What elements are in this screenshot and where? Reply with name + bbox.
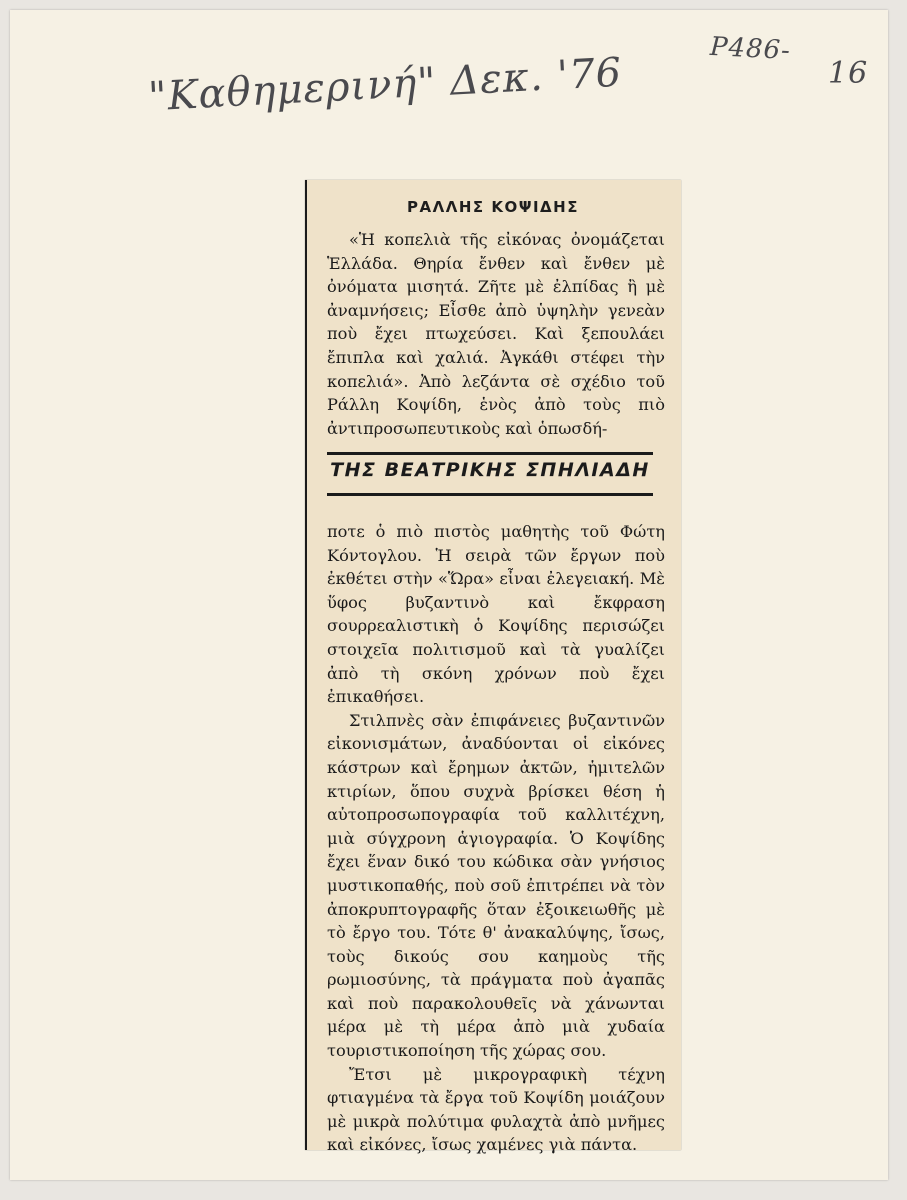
handwritten-reference-code: Ρ486- xyxy=(709,31,792,67)
article-paragraph: Ἔτσι μὲ μικρογραφικὴ τέχνη φτιαγμένα τὰ ἔργα τοῦ Κοψίδη μοιάζουν μὲ μικρὰ πολύτιμα φυλαχτὰ ἀπὸ μνῆμες καὶ εἰκόνες, ἴσως χαμένες γιὰ πάντα. xyxy=(327,1064,665,1155)
article-paragraph: «Ἡ κοπελιὰ τῆς εἰκόνας ὀνομάζεται Ἑλλάδα. Θηρία ἔνθεν καὶ ἔνθεν μὲ ὀνόματα μισητά. Ζῆτε μὲ ἐλπίδας ἢ μὲ ἀναμνήσεις; Εἶσθε ἀπὸ ὑψηλὴν γενεὰν ποὺ ἔχει πτωχεύσει. Καὶ ξεπουλάει ἔπιπλα καὶ χαλιά. Ἀγκάθι στέφει τὴν κοπελιά». Ἀπὸ λεζάντα σὲ σχέδιο τοῦ Ράλλη Κοψίδη, ἑνὸς ἀπὸ τοὺς πιὸ ἀντιπροσωπευτικοὺς καὶ ὁπωσδή- xyxy=(327,230,665,438)
author-headline: ΤΗΣ ΒΕΑΤΡΙΚΗΣ ΣΠΗΛΙΑΔΗ xyxy=(330,459,650,481)
article-paragraph: Στιλπνὲς σὰν ἐπιφάνειες βυζαντινῶν εἰκονισμάτων, ἀναδύονται οἱ εἰκόνες κάστρων καὶ ἔρημων ἀκτῶν, ἡμιτελῶν κτιρίων, ὅπου συχνὰ βρίσκει θέση ἡ αὐτοπροσωπογραφία τοῦ καλλιτέχνη, μιὰ σύγχρονη ἁγιογραφία. Ὁ Κοψίδης ἔχει ἕναν δικό του κώδικα σὰν γνήσιος μυστικοπαθής, ποὺ σοῦ ἐπιτρέπει νὰ τὸν ἀποκρυπτογραφῆς ὅταν ἐξοικειωθῆς μὲ τὸ ἔργο του. Τότε θ' ἀνακαλύψης, ἴσως, τοὺς δικούς σου καημοὺς τῆς ρωμιοσύνης, τὰ πράγματα ποὺ ἀγαπᾶς καὶ ποὺ παρακολουθεῖς νὰ χάνωνται μέρα μὲ τὴ μέρα ἀπὸ μιὰ χυδαία τουριστικοποίηση τῆς χώρας σου. xyxy=(327,710,665,1061)
article-column-top xyxy=(327,228,665,440)
author-headline-box xyxy=(327,452,653,496)
article-paragraph: ποτε ὁ πιὸ πιστὸς μαθητὴς τοῦ Φώτη Κόντογλου. Ἡ σειρὰ τῶν ἔργων ποὺ ἐκθέτει στὴν «Ὥρα» εἶναι ἐλεγειακή. Μὲ ὕφος βυζαντινὸ καὶ ἔκφραση σουρρεαλιστικὴ ὁ Κοψίδης περισώζει στοιχεῖα πολιτισμοῦ καὶ τὰ γυαλίζει ἀπὸ τὴ σκόνη χρόνων ποὺ ἔχει ἐπικαθήσει. xyxy=(327,522,665,707)
column-rule xyxy=(305,180,307,1150)
handwritten-source-note: "Καθημερινή" Δεκ. '76 xyxy=(147,49,624,121)
article-column-bottom xyxy=(327,520,665,1157)
newspaper-clipping xyxy=(305,180,681,1155)
handwritten-sheet-number: 16 xyxy=(828,56,869,91)
article-byline: ΡΑΛΛΗΣ ΚΟΨΙΔΗΣ xyxy=(407,198,579,216)
